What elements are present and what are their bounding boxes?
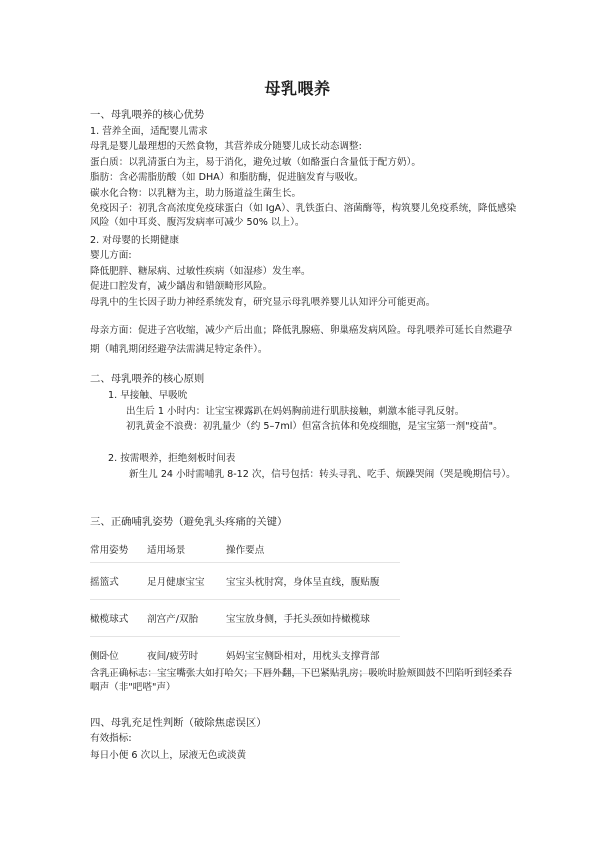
baby-benefit-1: 降低肥胖、糖尿病、过敏性疾病（如湿疹）发生率。 xyxy=(90,266,311,277)
nursing-positions-table xyxy=(90,536,400,674)
section-4-heading: 四、母乳充足性判断（破除焦虑误区） xyxy=(90,717,267,729)
section-2-heading: 二、母乳喂养的核心原则 xyxy=(90,373,205,385)
table-cell: 摇篮式 xyxy=(90,577,119,588)
nutrition-intro: 母乳是婴儿最理想的天然食物，其营养成分随婴儿成长动态调整: xyxy=(90,141,362,152)
principle-1-detail-a: 出生后 1 小时内：让宝宝裸露趴在妈妈胸前进行肌肤接触，刺激本能寻乳反射。 xyxy=(126,406,465,417)
immune-text: 免疫因子：初乳含高浓度免疫球蛋白（如 IgA）、乳铁蛋白、溶菌酶等，构筑婴儿免疫系统，降低感染风险（如中耳炎、腹泻发病率可减少 50% 以上）。 xyxy=(90,203,517,228)
principle-2-title: 2. 按需喂养，拒绝刻板时间表 xyxy=(108,453,236,464)
principle-2-detail: 新生儿 24 小时需哺乳 8-12 次，信号包括：转头寻乳、吃手、烦躁哭闹（哭是晚期信号）。 xyxy=(129,469,516,480)
subsection-1-title: 1. 营养全面，适配婴儿需求 xyxy=(90,126,208,137)
urine-indicator: 每日小便 6 次以上，尿液无色或淡黄 xyxy=(90,750,247,761)
mother-benefit: 母亲方面：促进子宫收缩，减少产后出血；降低乳腺癌、卵巢癌发病风险。母乳喂养可延长自然避孕期（哺乳期闭经避孕法需满足特定条件）。 xyxy=(90,325,513,355)
table-cell: 剖宫产/双胎 xyxy=(147,614,199,625)
table-cell: 宝宝头枕肘窝，身体呈直线，腹贴腹 xyxy=(226,577,380,588)
table-cell: 橄榄球式 xyxy=(90,614,129,625)
fat-text: 脂肪：含必需脂肪酸（如 DHA）和脂肪酶，促进脑发育与吸收。 xyxy=(90,172,364,183)
table-cell: 夜间/疲劳时 xyxy=(147,651,199,662)
baby-benefit-2: 促进口腔发育，减少龋齿和错颌畸形风险。 xyxy=(90,281,273,292)
table-row xyxy=(90,600,400,637)
table-cell: 妈妈宝宝侧卧相对，用枕头支撑背部 xyxy=(226,651,380,662)
carb-text: 碳水化合物：以乳糖为主，助力肠道益生菌生长。 xyxy=(90,188,302,199)
protein-text: 蛋白质：以乳清蛋白为主，易于消化，避免过敏（如酪蛋白含量低于配方奶）。 xyxy=(90,157,421,168)
page-title: 母乳喂养 xyxy=(264,79,331,98)
table-cell: 足月健康宝宝 xyxy=(147,577,205,588)
baby-benefit-3: 母乳中的生长因子助力神经系统发育，研究显示母乳喂养婴儿认知评分可能更高。 xyxy=(90,297,436,308)
table-header-row xyxy=(90,536,400,563)
table-cell: 侧卧位 xyxy=(90,651,119,662)
table-cell: 宝宝放身侧，手托头颈如持橄榄球 xyxy=(226,614,370,625)
principle-1-title: 1. 早接触、早吸吮 xyxy=(108,390,188,401)
indicator-label: 有效指标: xyxy=(90,733,132,744)
table-header-cell: 常用姿势 xyxy=(90,545,129,556)
section-3-heading: 三、正确哺乳姿势（避免乳头疼痛的关键） xyxy=(90,516,288,528)
table-header-cell: 操作要点 xyxy=(226,545,265,556)
subsection-2-title: 2. 对母婴的长期健康 xyxy=(90,235,179,246)
latch-signs: 含乳正确标志：宝宝嘴张大如打哈欠；下唇外翻，下巴紧贴乳房；吸吮时脸颊圆鼓不凹陷听到轻柔吞咽声（非"吧嗒"声） xyxy=(90,668,513,693)
principle-1-detail-b: 初乳黄金不浪费：初乳量少（约 5–7ml）但富含抗体和免疫细胞，是宝宝第一剂"疫苗"。 xyxy=(126,421,503,432)
table-row xyxy=(90,563,400,600)
baby-label: 婴儿方面: xyxy=(90,250,132,261)
section-1-heading: 一、母乳喂养的核心优势 xyxy=(90,109,205,121)
table-header-cell: 适用场景 xyxy=(147,545,186,556)
